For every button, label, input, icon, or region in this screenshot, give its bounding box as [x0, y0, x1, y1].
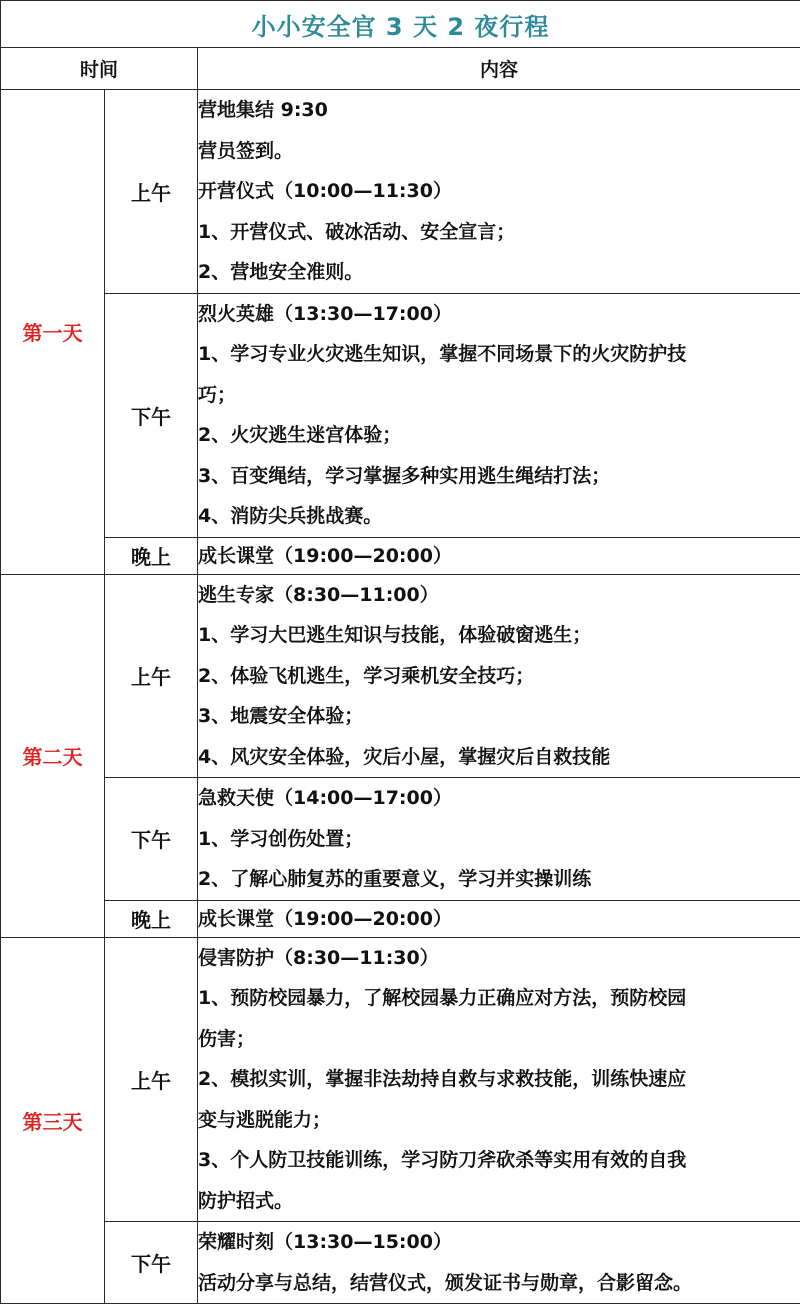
- activity-line: 侵害防护（8:30—11:30）: [198, 938, 800, 979]
- activity-line: 荣耀时刻（13:30—15:00）: [198, 1222, 800, 1263]
- schedule-row: [1, 574, 800, 778]
- activity-line: 巧；: [198, 375, 800, 416]
- activity-line: 4、消防尖兵挑战赛。: [198, 496, 800, 537]
- period-label: 上午: [105, 574, 198, 778]
- activity-line: 2、营地安全准则。: [198, 252, 800, 293]
- activity-line: 急救天使（14:00—17:00）: [198, 778, 800, 819]
- activity-line: 开营仪式（10:00—11:30）: [198, 171, 800, 212]
- activity-line: 营地集结 9:30: [198, 90, 800, 131]
- day-label: 第三天: [1, 937, 105, 1304]
- schedule-row: [1, 537, 800, 574]
- activity-line: 烈火英雄（13:30—17:00）: [198, 294, 800, 335]
- period-label: 上午: [105, 937, 198, 1222]
- activity-line: 2、模拟实训，掌握非法劫持自救与求救技能，训练快速应: [198, 1059, 800, 1100]
- schedule-row: [1, 778, 800, 901]
- activity-content: [198, 937, 800, 1222]
- activity-line: 4、风灾安全体验，灾后小屋，掌握灾后自救技能: [198, 737, 800, 778]
- schedule-row: [1, 900, 800, 937]
- header-row: [1, 48, 800, 90]
- activity-content: [198, 537, 800, 574]
- day-label: 第一天: [1, 90, 105, 575]
- schedule-row: [1, 90, 800, 294]
- period-label: 下午: [105, 778, 198, 901]
- activity-line: 防护招式。: [198, 1181, 800, 1222]
- activity-line: 2、火灾逃生迷宫体验；: [198, 415, 800, 456]
- schedule-row: [1, 1222, 800, 1304]
- activity-line: 成长课堂（19:00—20:00）: [198, 901, 800, 937]
- content-header: 内容: [198, 48, 800, 90]
- activity-line: 1、学习创伤处置；: [198, 819, 800, 860]
- activity-line: 成长课堂（19:00—20:00）: [198, 538, 800, 574]
- schedule-row: [1, 293, 800, 537]
- activity-content: [198, 90, 800, 294]
- period-label: 下午: [105, 1222, 198, 1304]
- period-label: 晚上: [105, 900, 198, 937]
- day-label: 第二天: [1, 574, 105, 937]
- activity-content: [198, 900, 800, 937]
- schedule-row: [1, 937, 800, 1222]
- title-row: [1, 1, 800, 48]
- activity-line: 逃生专家（8:30—11:00）: [198, 575, 800, 616]
- activity-line: 2、了解心肺复苏的重要意义，学习并实操训练: [198, 859, 800, 900]
- activity-content: [198, 778, 800, 901]
- page-title: 小小安全官 3 天 2 夜行程: [1, 1, 800, 48]
- activity-line: 3、个人防卫技能训练，学习防刀斧砍杀等实用有效的自我: [198, 1140, 800, 1181]
- activity-line: 1、学习大巴逃生知识与技能，体验破窗逃生；: [198, 615, 800, 656]
- activity-content: [198, 574, 800, 778]
- activity-content: [198, 293, 800, 537]
- activity-line: 变与逃脱能力；: [198, 1100, 800, 1141]
- activity-line: 1、预防校园暴力，了解校园暴力正确应对方法，预防校园: [198, 978, 800, 1019]
- activity-content: [198, 1222, 800, 1304]
- period-label: 晚上: [105, 537, 198, 574]
- activity-line: 活动分享与总结，结营仪式，颁发证书与勋章，合影留念。: [198, 1263, 800, 1304]
- period-label: 上午: [105, 90, 198, 294]
- activity-line: 2、体验飞机逃生，学习乘机安全技巧；: [198, 656, 800, 697]
- activity-line: 营员签到。: [198, 131, 800, 172]
- period-label: 下午: [105, 293, 198, 537]
- activity-line: 3、百变绳结，学习掌握多种实用逃生绳结打法；: [198, 456, 800, 497]
- activity-line: 1、开营仪式、破冰活动、安全宣言；: [198, 212, 800, 253]
- activity-line: 1、学习专业火灾逃生知识，掌握不同场景下的火灾防护技: [198, 334, 800, 375]
- activity-line: 3、地震安全体验；: [198, 696, 800, 737]
- time-header: 时间: [1, 48, 198, 90]
- activity-line: 伤害；: [198, 1019, 800, 1060]
